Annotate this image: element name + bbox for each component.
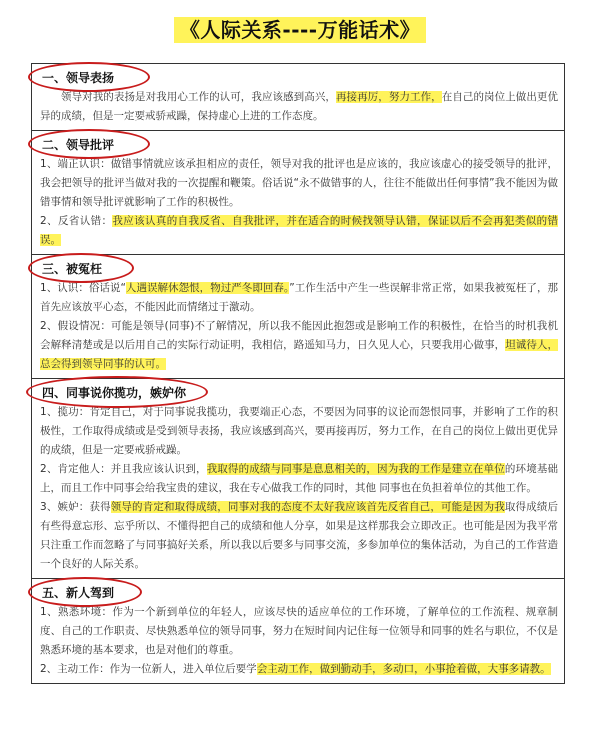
highlighted-text: 坦诚待人，总会得到领导同事的认可。 <box>40 339 559 370</box>
section-heading-text: 五、新人驾到 <box>42 586 115 600</box>
text: 取得成绩后有些得意忘形、忘乎所以、不懂得把自己的成绩和他人分享，如果是这样那我会立即改正。也可能是因为我平常只注重工作而忽略了与同事搞好关系，所以我以后要多与同事交流，多参加单位的集体活动，为自己的工作营造一个良好的人际关系。 <box>40 501 558 570</box>
highlighted-text: 我应该认真的自我反省、自我批评，并在适合的时候找领导认错，保证以后不会再犯类似的错误。 <box>40 215 559 246</box>
section-heading-text: 四、同事说你揽功，嫉妒你 <box>42 386 187 400</box>
section-leader-criticism <box>32 130 564 254</box>
section-wrongly-accused <box>32 254 564 378</box>
paragraph <box>40 88 558 126</box>
section-heading-text: 一、领导表扬 <box>42 71 115 85</box>
section-newcomer <box>32 578 564 683</box>
section-heading <box>40 133 120 155</box>
section-heading <box>40 257 108 279</box>
text: 2、反省认错： <box>40 215 113 227</box>
highlighted-text: 我取得的成绩与同事是息息相关的，因为我的工作是建立在单位 <box>206 463 505 475</box>
paragraph <box>40 279 558 317</box>
text: 领导对我的表扬是对我用心工作的认可，我应该感到高兴， <box>61 91 336 103</box>
text: ”工作生活中产生一些误解非常正常，如果我被冤枉了，那首先应该放平心态，不能因此而情绪过于激动。 <box>40 282 558 313</box>
section-heading <box>40 66 120 88</box>
section-heading-text: 三、被冤枉 <box>42 262 103 276</box>
paragraph <box>40 317 558 374</box>
paragraph <box>40 498 558 574</box>
highlighted-text: 再接再厉，努力工作， <box>335 91 442 103</box>
document-title-wrap <box>0 14 600 43</box>
section-colleague-jealousy <box>32 378 564 578</box>
text: 的环境基础上，而且工作中同事会给我宝贵的建议，我在专心做我工作的同时，其他 同事也在负担着单位的其他工作。 <box>40 463 558 494</box>
paragraph: 1、端正认识：做错事情就应该承担相应的责任，领导对我的批评也是应该的，我应该虚心的接受领导的批评，我会把领导的批评当做对我的一次提醒和鞭策。俗话说“永不做错事的人，往往不能做出任何事情”我不能因为做错事情和领导批评就影响了工作的积极性。 <box>40 158 558 208</box>
paragraph: 1、熟悉环境：作为一个新到单位的年轻人，应该尽快的适应单位的工作环境，了解单位的工作流程、规章制度、自己的工作职责、尽快熟悉单位的领导同事，努力在短时间内记住每一位领导和同事的姓名与职位，不仅是熟悉环境的基本要求，也是对他们的尊重。 <box>40 606 558 656</box>
highlighted-text: 领导的肯定和取得成绩，同事对我的态度不太好我应该首先反省自己，可能是因为我 <box>110 501 505 513</box>
paragraph <box>40 660 558 679</box>
highlighted-text: 人遇误解休怨恨，物过严冬即回春。 <box>125 282 290 294</box>
document-table <box>31 63 565 684</box>
text: 在自己的岗位上做出更优异的成绩，但是一定要戒骄戒躁，保持虚心上进的工作态度。 <box>40 91 559 122</box>
section-leader-praise <box>32 64 564 130</box>
section-heading <box>40 581 120 603</box>
section-heading <box>40 381 192 403</box>
text: 1、认识：俗话说“ <box>40 282 126 294</box>
document-title: 《人际关系----万能话术》 <box>174 17 426 43</box>
text: 2、主动工作：作为一位新人，进入单位后要学 <box>40 663 257 675</box>
paragraph <box>40 460 558 498</box>
paragraph: 1、揽功：肯定自己，对于同事说我揽功，我要端正心态，不要因为同事的议论而怨恨同事，并影响了工作的积极性，工作取得成绩或是受到领导表扬，我应该感到高兴，要再接再厉，努力工作，在自己的岗位上做出更优异的成绩，但是一定要戒骄戒躁。 <box>40 406 558 456</box>
text: 2、假设情况：可能是领导(同事)不了解情况，所以我不能因此抱怨或是影响工作的积极性，在恰当的时机我机会解释清楚或是以后用自己的实际行动证明，我相信，路遥知马力，日久见人心，只要我用心做事， <box>40 320 558 351</box>
paragraph <box>40 212 558 250</box>
text: 3、嫉妒：获得 <box>40 501 111 513</box>
highlighted-text: 会主动工作，做到勤动手，多动口，小事抢着做，大事多请教。 <box>256 663 551 675</box>
text: 2、肯定他人：并且我应该认识到， <box>40 463 207 475</box>
section-heading-text: 二、领导批评 <box>42 138 115 152</box>
